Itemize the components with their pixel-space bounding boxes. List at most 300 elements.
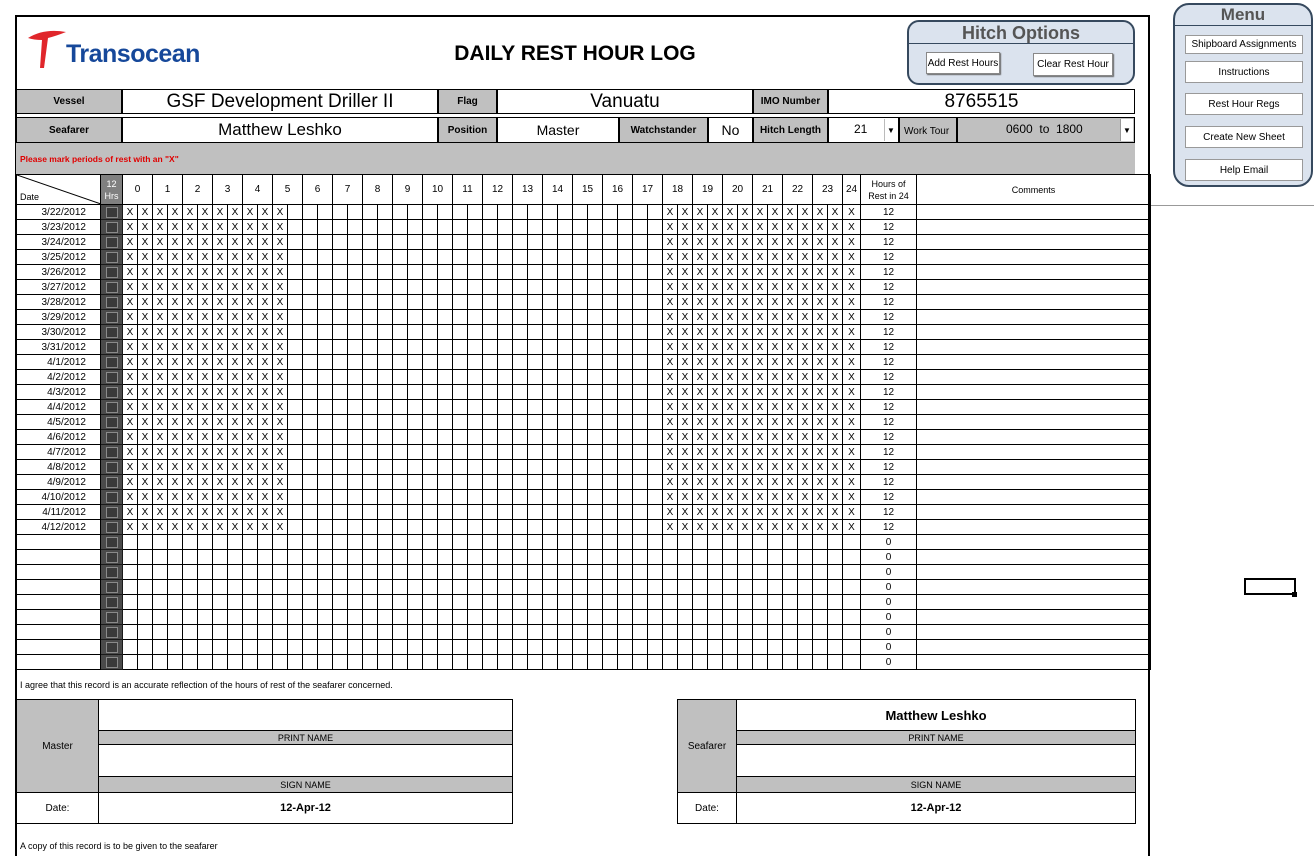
- rest-cell[interactable]: [573, 235, 588, 250]
- rest-cell[interactable]: [363, 535, 378, 550]
- rest-cell[interactable]: [828, 610, 843, 625]
- rest-cell[interactable]: [438, 430, 453, 445]
- rest-cell[interactable]: X: [258, 430, 273, 445]
- rest-cell[interactable]: [333, 520, 348, 535]
- rest-cell[interactable]: [438, 445, 453, 460]
- rest-cell[interactable]: [648, 640, 663, 655]
- rest-cell[interactable]: [168, 625, 183, 640]
- rest-cell[interactable]: [798, 580, 813, 595]
- rest-cell[interactable]: [633, 265, 648, 280]
- rest-cell[interactable]: [408, 340, 423, 355]
- rest-cell[interactable]: [513, 460, 528, 475]
- rest-cell[interactable]: X: [153, 445, 168, 460]
- rest-cell[interactable]: X: [753, 340, 768, 355]
- rest-cell[interactable]: [498, 205, 513, 220]
- rest-cell[interactable]: X: [168, 295, 183, 310]
- rest-cell[interactable]: [183, 535, 198, 550]
- rest-cell[interactable]: [603, 250, 618, 265]
- rest-cell[interactable]: X: [738, 475, 753, 490]
- rest-cell[interactable]: [348, 355, 363, 370]
- rest-cell[interactable]: [573, 490, 588, 505]
- comment-cell[interactable]: [917, 220, 1151, 235]
- rest-cell[interactable]: [528, 295, 543, 310]
- rest-cell[interactable]: [138, 550, 153, 565]
- rest-cell[interactable]: [318, 220, 333, 235]
- rest-cell[interactable]: X: [168, 430, 183, 445]
- rest-cell[interactable]: [738, 595, 753, 610]
- rest-cell[interactable]: [453, 400, 468, 415]
- rest-cell[interactable]: X: [798, 220, 813, 235]
- rest-cell[interactable]: [363, 220, 378, 235]
- rest-cell[interactable]: X: [828, 250, 843, 265]
- rest-cell[interactable]: [303, 490, 318, 505]
- rest-cell[interactable]: [303, 280, 318, 295]
- comment-cell[interactable]: [917, 595, 1151, 610]
- rest-cell[interactable]: [828, 625, 843, 640]
- rest-cell[interactable]: X: [228, 295, 243, 310]
- rest-cell[interactable]: X: [138, 220, 153, 235]
- rest-cell[interactable]: X: [753, 430, 768, 445]
- rest-cell[interactable]: X: [843, 325, 861, 340]
- rest-cell[interactable]: [303, 550, 318, 565]
- rest-cell[interactable]: X: [723, 460, 738, 475]
- rest-cell[interactable]: [423, 205, 438, 220]
- rest-cell[interactable]: [408, 595, 423, 610]
- rest-cell[interactable]: X: [123, 250, 138, 265]
- date-cell[interactable]: 3/31/2012: [17, 340, 101, 355]
- rest-cell[interactable]: [618, 220, 633, 235]
- rest-cell[interactable]: [573, 385, 588, 400]
- rest-cell[interactable]: X: [663, 265, 678, 280]
- rest-cell[interactable]: [273, 550, 288, 565]
- rest-cell[interactable]: [678, 535, 693, 550]
- rest-cell[interactable]: X: [228, 445, 243, 460]
- rest-cell[interactable]: [588, 235, 603, 250]
- rest-cell[interactable]: X: [753, 490, 768, 505]
- rest-cell[interactable]: [588, 220, 603, 235]
- rest-cell[interactable]: X: [768, 250, 783, 265]
- rest-cell[interactable]: X: [768, 445, 783, 460]
- rest-cell[interactable]: [753, 565, 768, 580]
- rest-cell[interactable]: X: [693, 520, 708, 535]
- rest-cell[interactable]: X: [813, 430, 828, 445]
- rest-cell[interactable]: [573, 340, 588, 355]
- rest-cell[interactable]: [288, 295, 303, 310]
- rest-cell[interactable]: [633, 505, 648, 520]
- rest-cell[interactable]: [138, 640, 153, 655]
- rest-cell[interactable]: [303, 460, 318, 475]
- rest-cell[interactable]: [123, 535, 138, 550]
- rest-cell[interactable]: X: [843, 265, 861, 280]
- rest-cell[interactable]: X: [723, 220, 738, 235]
- rest-cell[interactable]: [513, 400, 528, 415]
- rest-cell[interactable]: X: [663, 250, 678, 265]
- rest-cell[interactable]: X: [243, 385, 258, 400]
- rest-cell[interactable]: [543, 565, 558, 580]
- rest-cell[interactable]: [618, 655, 633, 670]
- rest-cell[interactable]: [408, 445, 423, 460]
- rest-cell[interactable]: X: [738, 325, 753, 340]
- rest-cell[interactable]: [183, 610, 198, 625]
- rest-cell[interactable]: [708, 595, 723, 610]
- rest-cell[interactable]: [723, 535, 738, 550]
- rest-cell[interactable]: [483, 655, 498, 670]
- rest-cell[interactable]: [558, 535, 573, 550]
- rest-cell[interactable]: [603, 655, 618, 670]
- rest-cell[interactable]: [333, 340, 348, 355]
- rest-cell[interactable]: [243, 640, 258, 655]
- rest-cell[interactable]: X: [783, 355, 798, 370]
- rest-cell[interactable]: X: [273, 400, 288, 415]
- rest-cell[interactable]: [483, 565, 498, 580]
- rest-cell[interactable]: [573, 415, 588, 430]
- rest-cell[interactable]: X: [768, 490, 783, 505]
- rest-cell[interactable]: X: [243, 310, 258, 325]
- rest-cell[interactable]: [843, 655, 861, 670]
- rest-cell[interactable]: [198, 535, 213, 550]
- master-print-name-field[interactable]: [99, 700, 512, 730]
- vessel-value[interactable]: GSF Development Driller II: [122, 89, 438, 114]
- rest-cell[interactable]: [603, 280, 618, 295]
- rest-cell[interactable]: X: [738, 205, 753, 220]
- rest-cell[interactable]: [153, 655, 168, 670]
- rest-cell[interactable]: X: [693, 355, 708, 370]
- rest-cell[interactable]: [483, 535, 498, 550]
- rest-cell[interactable]: X: [663, 325, 678, 340]
- rest-cell[interactable]: [528, 580, 543, 595]
- rest-cell[interactable]: [468, 445, 483, 460]
- rest-cell[interactable]: [378, 535, 393, 550]
- rest-cell[interactable]: X: [123, 295, 138, 310]
- rest-cell[interactable]: [468, 235, 483, 250]
- rest-cell[interactable]: [288, 205, 303, 220]
- rest-cell[interactable]: X: [273, 490, 288, 505]
- rest-cell[interactable]: [528, 235, 543, 250]
- rest-cell[interactable]: X: [228, 340, 243, 355]
- rest-cell[interactable]: X: [783, 340, 798, 355]
- rest-cell[interactable]: X: [243, 475, 258, 490]
- rest-cell[interactable]: [438, 280, 453, 295]
- rest-cell[interactable]: [303, 655, 318, 670]
- rest-cell[interactable]: [708, 610, 723, 625]
- rest-cell[interactable]: X: [663, 220, 678, 235]
- rest-cell[interactable]: [498, 565, 513, 580]
- rest-cell[interactable]: X: [828, 520, 843, 535]
- rest-cell[interactable]: [813, 565, 828, 580]
- rest-cell[interactable]: [453, 415, 468, 430]
- rest-cell[interactable]: X: [123, 205, 138, 220]
- date-cell[interactable]: 3/28/2012: [17, 295, 101, 310]
- rest-cell[interactable]: [258, 535, 273, 550]
- rest-cell[interactable]: [333, 235, 348, 250]
- rest-cell[interactable]: [753, 580, 768, 595]
- rest-cell[interactable]: X: [828, 220, 843, 235]
- rest-cell[interactable]: [633, 205, 648, 220]
- rest-cell[interactable]: X: [753, 295, 768, 310]
- rest-cell[interactable]: [573, 430, 588, 445]
- rest-cell[interactable]: X: [828, 400, 843, 415]
- rest-cell[interactable]: X: [663, 355, 678, 370]
- rest-cell[interactable]: [738, 640, 753, 655]
- rest-cell[interactable]: [348, 385, 363, 400]
- rest-cell[interactable]: X: [693, 250, 708, 265]
- rest-cell[interactable]: [633, 595, 648, 610]
- rest-cell[interactable]: [423, 220, 438, 235]
- rest-cell[interactable]: X: [663, 430, 678, 445]
- rest-cell[interactable]: X: [738, 310, 753, 325]
- rest-cell[interactable]: X: [783, 235, 798, 250]
- rest-cell[interactable]: [618, 235, 633, 250]
- rest-cell[interactable]: [123, 580, 138, 595]
- rest-cell[interactable]: [618, 535, 633, 550]
- rest-cell[interactable]: [408, 205, 423, 220]
- rest-cell[interactable]: [453, 325, 468, 340]
- rest-cell[interactable]: [423, 445, 438, 460]
- rest-cell[interactable]: [438, 355, 453, 370]
- rest-cell[interactable]: [393, 355, 408, 370]
- rest-cell[interactable]: [648, 265, 663, 280]
- rest-cell[interactable]: [618, 610, 633, 625]
- rest-cell[interactable]: [198, 580, 213, 595]
- rest-cell[interactable]: X: [708, 460, 723, 475]
- rest-cell[interactable]: [138, 565, 153, 580]
- rest-cell[interactable]: X: [273, 520, 288, 535]
- rest-cell[interactable]: [588, 325, 603, 340]
- rest-cell[interactable]: X: [123, 325, 138, 340]
- rest-cell[interactable]: X: [738, 415, 753, 430]
- rest-cell[interactable]: X: [198, 415, 213, 430]
- rest-cell[interactable]: [498, 460, 513, 475]
- rest-cell[interactable]: X: [153, 490, 168, 505]
- rest-cell[interactable]: X: [768, 400, 783, 415]
- rest-cell[interactable]: [453, 460, 468, 475]
- comment-cell[interactable]: [917, 430, 1151, 445]
- rest-cell[interactable]: [708, 565, 723, 580]
- rest-cell[interactable]: [228, 595, 243, 610]
- rest-cell[interactable]: [438, 295, 453, 310]
- rest-cell[interactable]: [378, 475, 393, 490]
- rest-cell[interactable]: [648, 415, 663, 430]
- rest-cell[interactable]: [558, 385, 573, 400]
- rest-cell[interactable]: X: [153, 430, 168, 445]
- rest-cell[interactable]: X: [243, 250, 258, 265]
- rest-cell[interactable]: [558, 580, 573, 595]
- rest-cell[interactable]: [438, 460, 453, 475]
- rest-cell[interactable]: X: [678, 430, 693, 445]
- rest-cell[interactable]: [498, 505, 513, 520]
- rest-cell[interactable]: [528, 460, 543, 475]
- rest-cell[interactable]: [303, 250, 318, 265]
- rest-cell[interactable]: [468, 535, 483, 550]
- rest-cell[interactable]: X: [228, 430, 243, 445]
- rest-cell[interactable]: [738, 610, 753, 625]
- rest-cell[interactable]: [423, 385, 438, 400]
- rest-cell[interactable]: X: [708, 310, 723, 325]
- rest-cell[interactable]: [333, 325, 348, 340]
- rest-cell[interactable]: [348, 400, 363, 415]
- rest-cell[interactable]: X: [753, 445, 768, 460]
- rest-cell[interactable]: X: [138, 460, 153, 475]
- rest-cell[interactable]: X: [723, 430, 738, 445]
- rest-cell[interactable]: [453, 610, 468, 625]
- rest-cell[interactable]: [303, 310, 318, 325]
- rest-cell[interactable]: [288, 400, 303, 415]
- rest-cell[interactable]: [423, 235, 438, 250]
- rest-cell[interactable]: [333, 220, 348, 235]
- rest-cell[interactable]: X: [753, 415, 768, 430]
- rest-cell[interactable]: [393, 325, 408, 340]
- rest-cell[interactable]: X: [678, 295, 693, 310]
- rest-cell[interactable]: [318, 370, 333, 385]
- twelve-hrs-toggle[interactable]: [101, 505, 123, 520]
- rest-cell[interactable]: [138, 535, 153, 550]
- rest-cell[interactable]: [363, 430, 378, 445]
- rest-cell[interactable]: X: [138, 520, 153, 535]
- rest-cell[interactable]: X: [123, 340, 138, 355]
- date-cell[interactable]: 3/26/2012: [17, 265, 101, 280]
- rest-cell[interactable]: X: [183, 340, 198, 355]
- rest-cell[interactable]: [543, 550, 558, 565]
- rest-cell[interactable]: X: [828, 295, 843, 310]
- rest-cell[interactable]: [453, 205, 468, 220]
- rest-cell[interactable]: X: [828, 430, 843, 445]
- rest-cell[interactable]: [603, 265, 618, 280]
- rest-cell[interactable]: [228, 580, 243, 595]
- rest-cell[interactable]: [573, 445, 588, 460]
- rest-cell[interactable]: [828, 655, 843, 670]
- rest-cell[interactable]: [468, 370, 483, 385]
- rest-cell[interactable]: [738, 550, 753, 565]
- rest-cell[interactable]: [453, 280, 468, 295]
- rest-cell[interactable]: X: [813, 475, 828, 490]
- comment-cell[interactable]: [917, 535, 1151, 550]
- rest-cell[interactable]: [573, 565, 588, 580]
- comment-cell[interactable]: [917, 625, 1151, 640]
- rest-cell[interactable]: [843, 535, 861, 550]
- rest-cell[interactable]: [423, 520, 438, 535]
- rest-cell[interactable]: [318, 595, 333, 610]
- rest-cell[interactable]: X: [123, 445, 138, 460]
- rest-cell[interactable]: X: [723, 265, 738, 280]
- rest-cell[interactable]: X: [783, 250, 798, 265]
- rest-cell[interactable]: [123, 640, 138, 655]
- rest-cell[interactable]: X: [243, 235, 258, 250]
- rest-cell[interactable]: X: [273, 415, 288, 430]
- rest-cell[interactable]: [693, 595, 708, 610]
- rest-cell[interactable]: [528, 550, 543, 565]
- rest-cell[interactable]: [363, 400, 378, 415]
- rest-cell[interactable]: [363, 610, 378, 625]
- rest-cell[interactable]: [333, 385, 348, 400]
- rest-cell[interactable]: [498, 370, 513, 385]
- rest-cell[interactable]: [768, 610, 783, 625]
- rest-cell[interactable]: [603, 490, 618, 505]
- rest-cell[interactable]: [423, 595, 438, 610]
- rest-cell[interactable]: X: [228, 310, 243, 325]
- rest-cell[interactable]: X: [213, 415, 228, 430]
- rest-cell[interactable]: [648, 340, 663, 355]
- rest-cell[interactable]: [228, 610, 243, 625]
- rest-cell[interactable]: X: [228, 505, 243, 520]
- rest-cell[interactable]: X: [168, 520, 183, 535]
- rest-cell[interactable]: [378, 430, 393, 445]
- rest-cell[interactable]: [348, 445, 363, 460]
- rest-cell[interactable]: X: [828, 490, 843, 505]
- rest-cell[interactable]: [603, 520, 618, 535]
- rest-cell[interactable]: X: [843, 475, 861, 490]
- rest-cell[interactable]: [483, 640, 498, 655]
- rest-cell[interactable]: X: [243, 505, 258, 520]
- rest-cell[interactable]: X: [798, 505, 813, 520]
- rest-cell[interactable]: X: [678, 340, 693, 355]
- rest-cell[interactable]: X: [153, 265, 168, 280]
- rest-cell[interactable]: [663, 550, 678, 565]
- rest-cell[interactable]: [603, 475, 618, 490]
- rest-cell[interactable]: [513, 340, 528, 355]
- rest-cell[interactable]: X: [768, 355, 783, 370]
- rest-cell[interactable]: [183, 655, 198, 670]
- rest-cell[interactable]: [438, 505, 453, 520]
- rest-cell[interactable]: [648, 370, 663, 385]
- rest-cell[interactable]: X: [183, 370, 198, 385]
- rest-cell[interactable]: [828, 550, 843, 565]
- rest-cell[interactable]: X: [663, 370, 678, 385]
- rest-cell[interactable]: [483, 280, 498, 295]
- rest-cell[interactable]: [288, 310, 303, 325]
- rest-cell[interactable]: X: [213, 475, 228, 490]
- rest-cell[interactable]: [483, 550, 498, 565]
- rest-cell[interactable]: [363, 505, 378, 520]
- rest-cell[interactable]: [768, 595, 783, 610]
- date-cell[interactable]: 4/7/2012: [17, 445, 101, 460]
- rest-cell[interactable]: [378, 580, 393, 595]
- rest-cell[interactable]: [633, 220, 648, 235]
- rest-cell[interactable]: [303, 220, 318, 235]
- rest-cell[interactable]: [363, 370, 378, 385]
- rest-cell[interactable]: [603, 505, 618, 520]
- rest-cell[interactable]: X: [693, 475, 708, 490]
- rest-cell[interactable]: [603, 295, 618, 310]
- rest-cell[interactable]: [408, 280, 423, 295]
- rest-cell[interactable]: [573, 625, 588, 640]
- rest-cell[interactable]: X: [228, 280, 243, 295]
- rest-cell[interactable]: X: [783, 265, 798, 280]
- rest-cell[interactable]: X: [768, 265, 783, 280]
- rest-cell[interactable]: [648, 625, 663, 640]
- rest-cell[interactable]: [618, 640, 633, 655]
- rest-cell[interactable]: [318, 385, 333, 400]
- rest-cell[interactable]: X: [828, 415, 843, 430]
- rest-cell[interactable]: X: [213, 385, 228, 400]
- rest-cell[interactable]: [588, 490, 603, 505]
- rest-cell[interactable]: [453, 250, 468, 265]
- rest-cell[interactable]: [813, 640, 828, 655]
- rest-cell[interactable]: [318, 295, 333, 310]
- rest-cell[interactable]: [573, 520, 588, 535]
- comment-cell[interactable]: [917, 265, 1151, 280]
- rest-cell[interactable]: X: [198, 280, 213, 295]
- rest-cell[interactable]: [483, 430, 498, 445]
- rest-cell[interactable]: [303, 295, 318, 310]
- imo-value[interactable]: 8765515: [828, 89, 1135, 114]
- rest-cell[interactable]: [603, 355, 618, 370]
- date-cell[interactable]: 4/11/2012: [17, 505, 101, 520]
- rest-cell[interactable]: [153, 550, 168, 565]
- rest-cell[interactable]: [573, 310, 588, 325]
- rest-cell[interactable]: [393, 640, 408, 655]
- rest-cell[interactable]: [543, 355, 558, 370]
- rest-cell[interactable]: [303, 475, 318, 490]
